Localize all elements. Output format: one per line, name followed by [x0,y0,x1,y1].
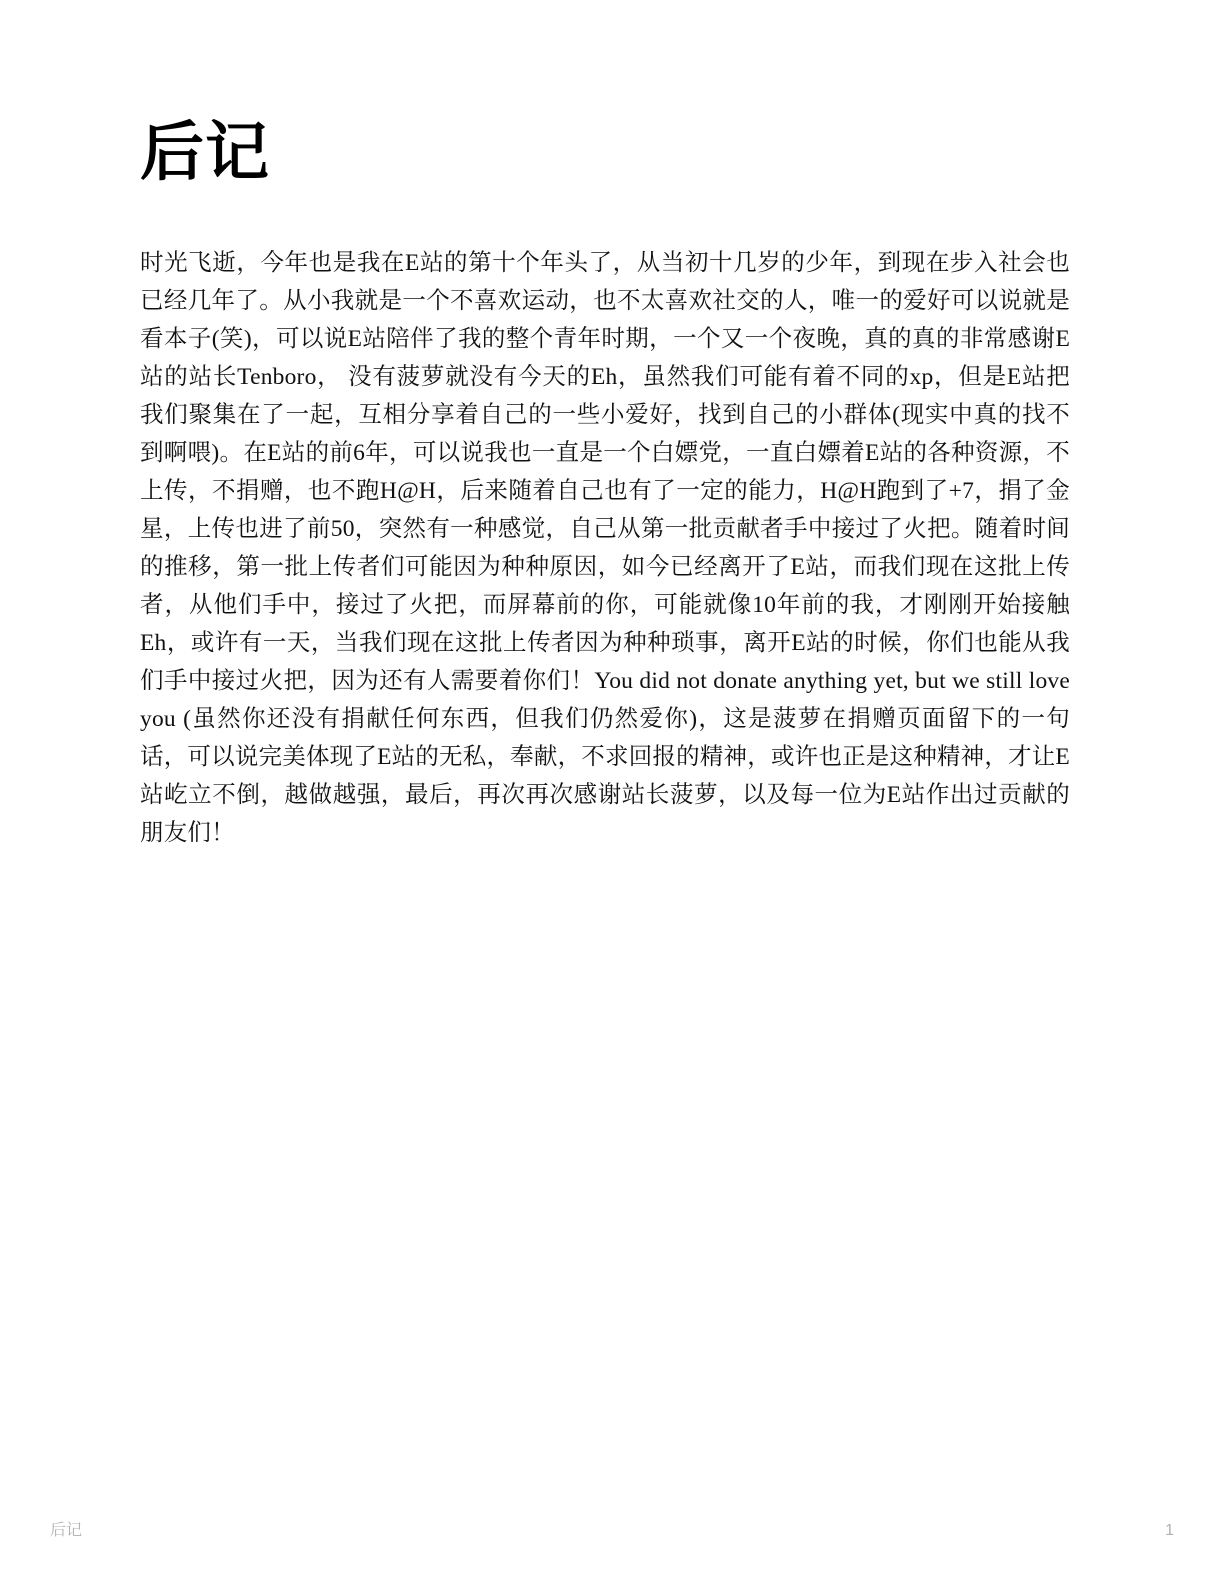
page-title: 后记 [140,115,270,190]
page-content [140,115,1070,852]
body-paragraph: 时光飞逝，今年也是我在E站的第十个年头了，从当初十几岁的少年，到现在步入社会也已经几年了。从小我就是一个不喜欢运动，也不太喜欢社交的人，唯一的爱好可以说就是看本子(笑)，可以说E站陪伴了我的整个青年时期，一个又一个夜晚，真的真的非常感谢E站的站长Tenboro， 没有菠萝就没有今天的Eh，虽然我们可能有着不同的xp，但是E站把我们聚集在了一起，互相分享着自己的一些小爱好，找到自己的小群体(现实中真的找不到啊喂)。在E站的前6年，可以说我也一直是一个白嫖党，一直白嫖着E站的各种资源，不上传，不捐赠，也不跑H@H，后来随着自己也有了一定的能力，H@H跑到了+7，捐了金星，上传也进了前50，突然有一种感觉，自己从第一批贡献者手中接过了火把。随着时间的推移，第一批上传者们可能因为种种原因，如今已经离开了E站，而我们现在这批上传者，从他们手中，接过了火把，而屏幕前的你，可能就像10年前的我，才刚刚开始接触Eh，或许有一天，当我们现在这批上传者因为种种琐事，离开E站的时候，你们也能从我们手中接过火把，因为还有人需要着你们！You did not donate anything yet, but we still love you (虽然你还没有捐献任何东西，但我们仍然爱你)，这是菠萝在捐赠页面留下的一句话，可以说完美体现了E站的无私，奉献，不求回报的精神，或许也正是这种精神，才让E站屹立不倒，越做越强，最后，再次再次感谢站长菠萝，以及每一位为E站作出过贡献的朋友们！ [140,250,1070,847]
footer-chapter-label: 后记 [50,1522,83,1539]
footer-page-number: 1 [1165,1522,1174,1539]
page-footer [50,1520,1174,1540]
